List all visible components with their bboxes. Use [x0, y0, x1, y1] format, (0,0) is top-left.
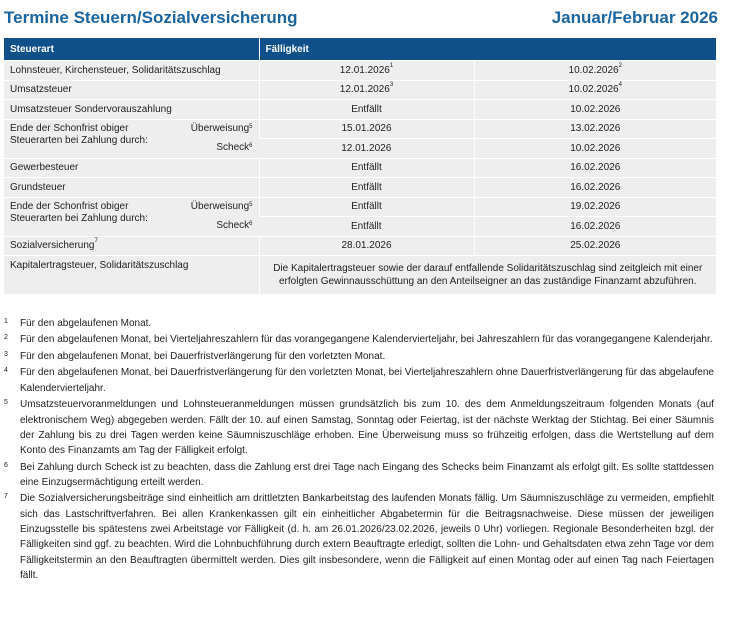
kapitalertrag-note: Die Kapitalertragsteuer sowie der darauf entfallende Solidaritätszuschlag sind zeitgleich mit einer erfolgten Gewinnausschüttung an den Anteilseigner an das zuständige Finanzamt abzuführen. [259, 256, 716, 295]
scheck-label: Scheck$^6$ [216, 141, 253, 153]
jan-date: Entfällt [259, 197, 474, 217]
period-label: Januar/Februar 2026 [551, 8, 718, 27]
page-header [4, 8, 718, 30]
row-label: Gewerbesteuer [4, 158, 259, 178]
schonfrist-cell [4, 197, 259, 236]
page-title: Termine Steuern/Sozialversicherung [4, 8, 298, 27]
feb-date: 16.02.2026 [474, 178, 716, 198]
jan-date: Entfällt [259, 158, 474, 178]
table-row [4, 236, 716, 256]
row-label: Umsatzsteuer Sondervorauszahlung [4, 100, 259, 120]
jan-date: 15.01.2026 [259, 119, 474, 139]
table-row [4, 158, 716, 178]
row-label: Kapitalertragsteuer, Solidaritätszuschlag [4, 256, 259, 295]
feb-date: 13.02.2026 [474, 119, 716, 139]
jan-date: Entfällt [259, 100, 474, 120]
table-row [4, 256, 716, 295]
feb-date: 19.02.2026 [474, 197, 716, 217]
feb-date: 16.02.2026 [474, 158, 716, 178]
row-label: Lohnsteuer, Kirchensteuer, Solidaritätszuschlag [4, 61, 259, 81]
footnote: 5 Umsatzsteuervoranmeldungen und Lohnsteueranmeldungen müssen grundsätzlich bis zum 10. des dem Anmeldungszeitraum folgenden Monats (auf elektronischem Weg) abgegeben werden. Fällt der 10. auf einen Samstag, Sonntag oder Feiertag, ist der nächste Werktag der Stichtag. Bei einer Säumnis der Zahlung bis zu drei Tagen werden keine Säumniszuschläge erhoben. Eine Überweisung muss so frühzeitig erfolgen, dass die Wertstellung auf dem Konto des Finanzamts am Tag der Fälligkeit erfolgt. [4, 399, 714, 457]
row-label: Grundsteuer [4, 178, 259, 198]
jan-date: Entfällt [259, 178, 474, 198]
footnote: 3 Für den abgelaufenen Monat, bei Dauerfristverlängerung für den vorletzten Monat. [4, 350, 386, 362]
jan-date: 28.01.2026 [259, 236, 474, 256]
col-header-faelligkeit: Fälligkeit [259, 38, 716, 61]
feb-date: 10.02.2026 [474, 100, 716, 120]
ueberweisung-label: Überweisung$^5$ [190, 200, 253, 212]
jan-date: 12.01.2026 [259, 139, 474, 159]
col-header-steuerart: Steuerart [4, 38, 259, 61]
table-header-row [4, 38, 716, 61]
footnote: 4 Für den abgelaufenen Monat, bei Dauerfristverlängerung für den vorletzten Monat, bei Vierteljahreszahlern ohne Dauerfristverlängerung für das abgelaufene Kalendervierteljahr. [4, 367, 714, 394]
feb-date: 10.02.2026 [474, 139, 716, 159]
schonfrist-label: Ende der Schonfrist obiger Steuerarten bei Zahlung durch: [10, 200, 148, 224]
feb-date: 25.02.2026 [474, 236, 716, 256]
footnotes [4, 316, 714, 584]
schonfrist-label: Ende der Schonfrist obiger Steuerarten bei Zahlung durch: [10, 122, 148, 146]
jan-date: 12.01.2026$^1$ [259, 61, 474, 81]
feb-date: 10.02.2026$^4$ [474, 80, 716, 100]
table-row [4, 178, 716, 198]
jan-date: Entfällt [259, 217, 474, 237]
table-row [4, 80, 716, 100]
table-row [4, 61, 716, 81]
footnote: 6 Bei Zahlung durch Scheck ist zu beachten, dass die Zahlung erst drei Tage nach Eingang des Schecks beim Finanzamt als erfolgt gilt. Es sollte stattdessen eine Einzugsermächtigung erteilt werden. [4, 461, 714, 488]
jan-date: 12.01.2026$^3$ [259, 80, 474, 100]
feb-date: 10.02.2026$^2$ [474, 61, 716, 81]
tax-deadline-table [4, 38, 716, 294]
ueberweisung-label: Überweisung$^5$ [190, 122, 253, 134]
footnote: 7 Die Sozialversicherungsbeiträge sind einheitlich am drittletzten Bankarbeitstag des laufenden Monats fällig. Um Säumniszuschläge zu vermeiden, empfiehlt sich das Lastschriftverfahren. Bei allen Krankenkassen gilt ein einheitlicher Abgabetermin für die Beitragsnachweise. Diese müssen der jeweiligen Einzugsstelle bis spätestens zwei Arbeitstage vor Fälligkeit (d. h. am 26.01.2026/23.02.2026, jeweils 0 Uhr) vorliegen. Regionale Besonderheiten bzgl. der Fälligkeiten sind ggf. zu beachten. Wird die Lohnbuchführung durch extern Beauftragte erledigt, sollten die Lohn- und Gehaltsdaten etwa zehn Tage vor dem Fälligkeitstermin an den Beauftragten übermittelt werden. Dies gilt insbesondere, wenn die Fälligkeit auf einen Montag oder auf einen Tag nach Feiertagen fällt. [4, 493, 714, 581]
row-label: Sozialversicherung$^7$ [4, 236, 259, 256]
footnote: 1 Für den abgelaufenen Monat. [4, 318, 152, 329]
scheck-label: Scheck$^6$ [216, 219, 253, 231]
table-row [4, 100, 716, 120]
feb-date: 16.02.2026 [474, 217, 716, 237]
schonfrist-cell [4, 119, 259, 158]
table-row [4, 119, 716, 139]
footnote: 2 Für den abgelaufenen Monat, bei Vierteljahreszahlern für das vorangegangene Kalendervierteljahr, bei Jahreszahlern für das vorangegangene Kalenderjahr. [4, 334, 713, 346]
row-label: Umsatzsteuer [4, 80, 259, 100]
table-row [4, 197, 716, 217]
